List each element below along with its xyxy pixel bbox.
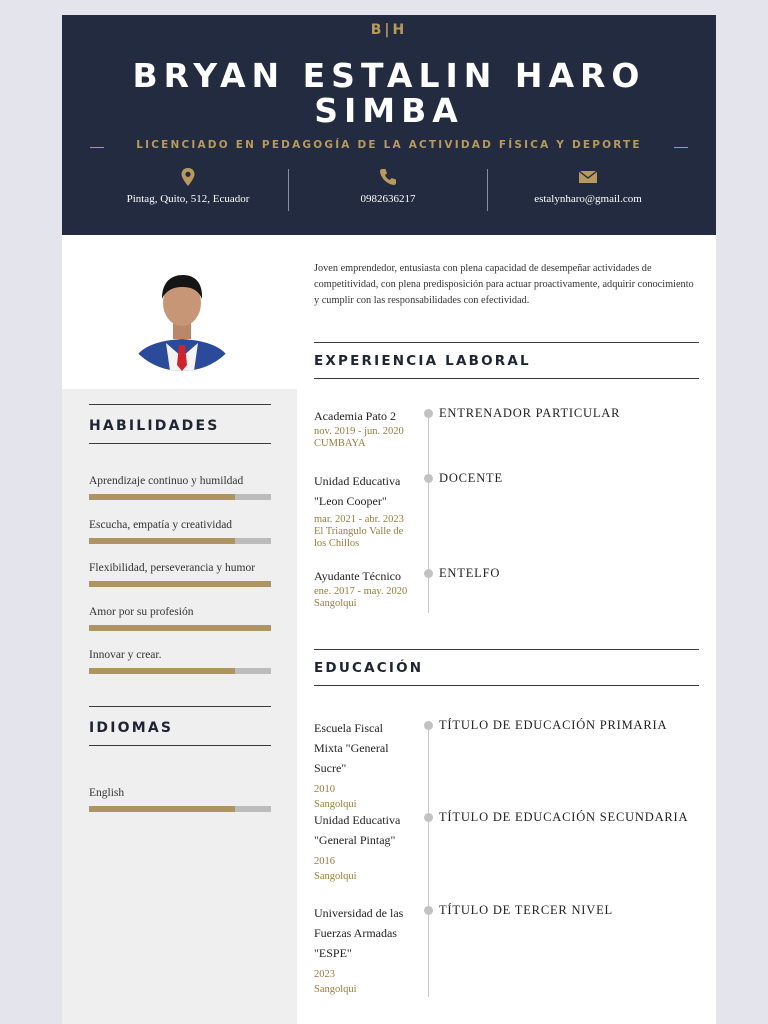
- language-bar-fill: [89, 806, 235, 812]
- skill-bar: [89, 668, 271, 674]
- entry-dates: mar. 2021 - abr. 2023: [314, 514, 404, 525]
- entry-dates: ene. 2017 - may. 2020: [314, 586, 408, 597]
- skill-bar-fill: [89, 538, 235, 544]
- entry-org-name: Universidad de las Fuerzas Armadas "ESPE": [314, 906, 404, 960]
- skill-bar: [89, 494, 271, 500]
- skill-label: Amor por su profesión: [89, 606, 194, 618]
- skill-item: [89, 649, 271, 674]
- experience-timeline: [428, 411, 429, 613]
- skills-title: HABILIDADES: [89, 404, 271, 444]
- experience-title: EXPERIENCIA LABORAL: [314, 342, 699, 379]
- entry-organization: [314, 566, 414, 610]
- entry-dates: 2010: [314, 784, 335, 795]
- entry-organization: [314, 903, 414, 996]
- monogram: B|H: [370, 22, 408, 38]
- profile-photo: [122, 261, 242, 371]
- resume-header: [62, 15, 716, 235]
- entry-dates: nov. 2019 - jun. 2020: [314, 426, 404, 437]
- contact-email-text[interactable]: estalynharo@gmail.com: [534, 193, 642, 205]
- contact-address: [102, 167, 274, 215]
- entry-org-name: Unidad Educativa "General Pintag": [314, 813, 401, 847]
- skill-label: Aprendizaje continuo y humildad: [89, 475, 244, 487]
- timeline-dot: [424, 569, 433, 578]
- skill-bar: [89, 581, 271, 587]
- timeline-dot: [424, 474, 433, 483]
- entry-organization: [314, 406, 414, 450]
- contact-email: [502, 167, 674, 215]
- entry-dates: 2016: [314, 856, 335, 867]
- language-label: English: [89, 787, 125, 799]
- skill-bar-fill: [89, 581, 271, 587]
- contact-phone: [302, 167, 474, 215]
- entry-organization: [314, 471, 414, 550]
- skill-bar: [89, 538, 271, 544]
- entry-org-name: Academia Pato 2: [314, 409, 396, 423]
- entry-org-name: Unidad Educativa "Leon Cooper": [314, 474, 401, 508]
- entry-organization: [314, 810, 414, 883]
- entry-role: TÍTULO DE EDUCACIÓN PRIMARIA: [439, 718, 668, 732]
- profession-title: LICENCIADO EN PEDAGOGÍA DE LA ACTIVIDAD FÍSICA Y DEPORTE: [136, 139, 642, 151]
- education-timeline: [428, 723, 429, 997]
- entry-dates: 2023: [314, 969, 335, 980]
- location-pin-icon: [178, 167, 198, 187]
- entry-role: ENTRENADOR PARTICULAR: [439, 406, 621, 420]
- contact-phone-text[interactable]: 0982636217: [360, 193, 416, 205]
- skill-bar-fill: [89, 494, 235, 500]
- entry-place: Sangolqui: [314, 799, 357, 810]
- entry-org-name: Escuela Fiscal Mixta "General Sucre": [314, 721, 389, 775]
- entry-role: ENTELFO: [439, 566, 501, 580]
- timeline-dot: [424, 906, 433, 915]
- entry-place: Sangolqui: [314, 984, 357, 995]
- timeline-dot: [424, 813, 433, 822]
- candidate-name: BRYAN ESTALIN HARO SIMBA: [132, 56, 646, 130]
- envelope-icon: [578, 167, 598, 187]
- entry-place: El Triangulo Valle de los Chillos: [314, 526, 404, 549]
- entry-role: DOCENTE: [439, 471, 503, 485]
- skill-label: Escucha, empatía y creatividad: [89, 519, 233, 531]
- timeline-dot: [424, 409, 433, 418]
- entry-role: TÍTULO DE EDUCACIÓN SECUNDARIA: [439, 810, 689, 824]
- skill-item: [89, 562, 271, 587]
- skill-item: [89, 475, 271, 500]
- entry-place: CUMBAYA: [314, 438, 366, 449]
- timeline-dot: [424, 721, 433, 730]
- entry-place: Sangolqui: [314, 598, 357, 609]
- language-bar: [89, 806, 271, 812]
- skill-item: [89, 519, 271, 544]
- entry-org-name: Ayudante Técnico: [314, 569, 401, 583]
- entry-organization: [314, 718, 414, 811]
- languages-title: IDIOMAS: [89, 706, 271, 746]
- entry-place: Sangolqui: [314, 871, 357, 882]
- education-title: EDUCACIÓN: [314, 649, 699, 686]
- skill-item: [89, 606, 271, 631]
- skill-label: Flexibilidad, perseverancia y humor: [89, 562, 256, 574]
- skill-bar-fill: [89, 625, 271, 631]
- entry-role: TÍTULO DE TERCER NIVEL: [439, 903, 613, 917]
- skill-label: Innovar y crear.: [89, 649, 162, 661]
- profession-row: [90, 139, 688, 155]
- contact-separator: [487, 169, 488, 211]
- resume-page: [62, 15, 716, 1024]
- divider-right: [674, 147, 688, 148]
- language-item: [89, 787, 271, 812]
- contact-address-text: Pintag, Quito, 512, Ecuador: [126, 193, 250, 205]
- phone-icon: [378, 167, 398, 187]
- contact-separator: [288, 169, 289, 211]
- skill-bar-fill: [89, 668, 235, 674]
- profile-photo-illustration: [122, 261, 242, 371]
- profile-summary: Joven emprendedor, entusiasta con plena capacidad de desempeñar actividades de competitividad, con plena predisposición para actuar proactivamente, adquirir conocimiento y cumplir con las responsabilidades con efectividad.: [314, 263, 694, 306]
- skill-bar: [89, 625, 271, 631]
